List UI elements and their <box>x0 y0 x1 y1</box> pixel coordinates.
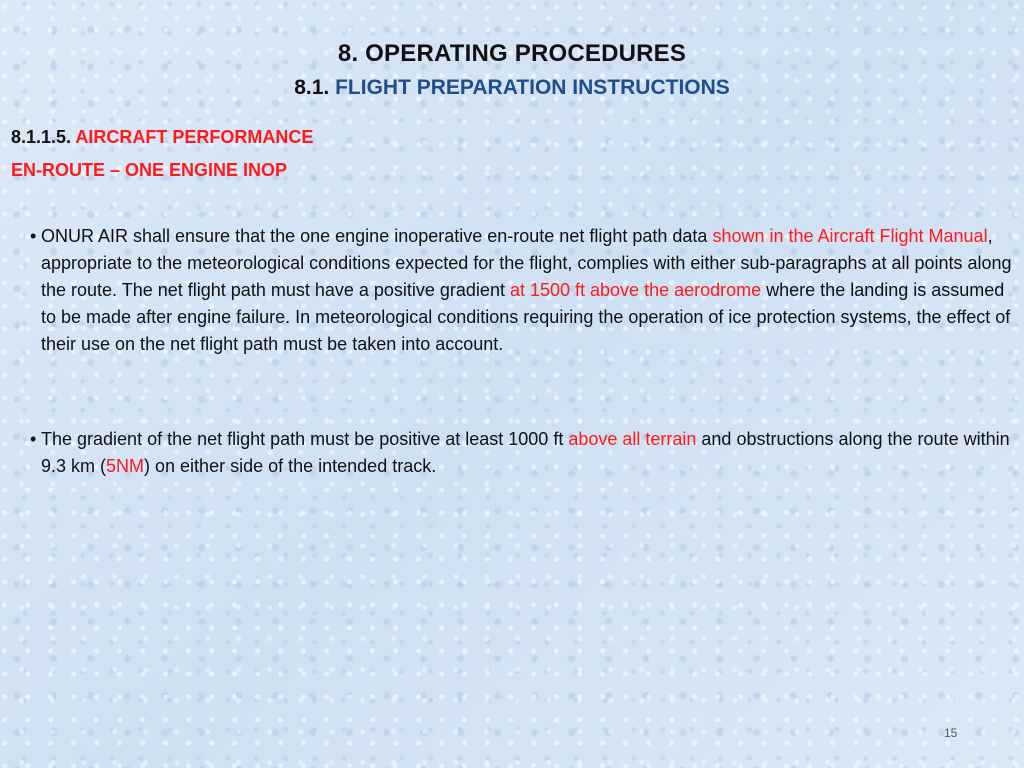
bullet-text <box>30 223 1015 358</box>
section-title: AIRCRAFT PERFORMANCE <box>75 127 314 147</box>
text-run: ) on either side of the intended track. <box>144 456 437 476</box>
page-number: 15 <box>944 726 958 740</box>
subtitle-text: FLIGHT PREPARATION INSTRUCTIONS <box>335 76 730 99</box>
text-run: and obstructions along the route within 9.3 km ( <box>41 429 1010 476</box>
section-number: 8.1.1.5. <box>11 127 72 147</box>
section-heading <box>11 127 313 148</box>
bullet-dot: • <box>30 226 37 246</box>
section-subtitle: EN-ROUTE – ONE ENGINE INOP <box>11 160 288 180</box>
text-run: The gradient of the net flight path must be positive at least 1000 ft <box>41 429 569 449</box>
bullet-paragraph-1 <box>30 223 1015 358</box>
bullet-dot: • <box>30 429 37 449</box>
slide-subtitle <box>0 76 1024 100</box>
bullet-paragraph-2 <box>30 426 1015 480</box>
highlight-text: above all terrain <box>568 429 697 449</box>
highlight-text: at 1500 ft above the aerodrome <box>509 280 762 300</box>
text-run: ONUR AIR shall ensure that the one engine inoperative en-route net flight path data <box>41 226 713 246</box>
text-run: , appropriate to the meteorological conditions expected for the flight, complies with either sub-paragraphs at all points along the route. The net flight path must have a positive gradient <box>41 226 1012 300</box>
slide-title: 8. OPERATING PROCEDURES <box>337 40 687 67</box>
bullet-text <box>30 426 1015 480</box>
highlight-text: 5NM <box>106 456 145 476</box>
highlight-text: shown in the Aircraft Flight Manual <box>712 226 988 246</box>
text-run: where the landing is assumed to be made after engine failure. In meteorological conditions requiring the operation of ice protection systems, the effect of their use on the net flight path must be taken into account. <box>41 280 1011 354</box>
subtitle-number: 8.1. <box>294 76 330 99</box>
